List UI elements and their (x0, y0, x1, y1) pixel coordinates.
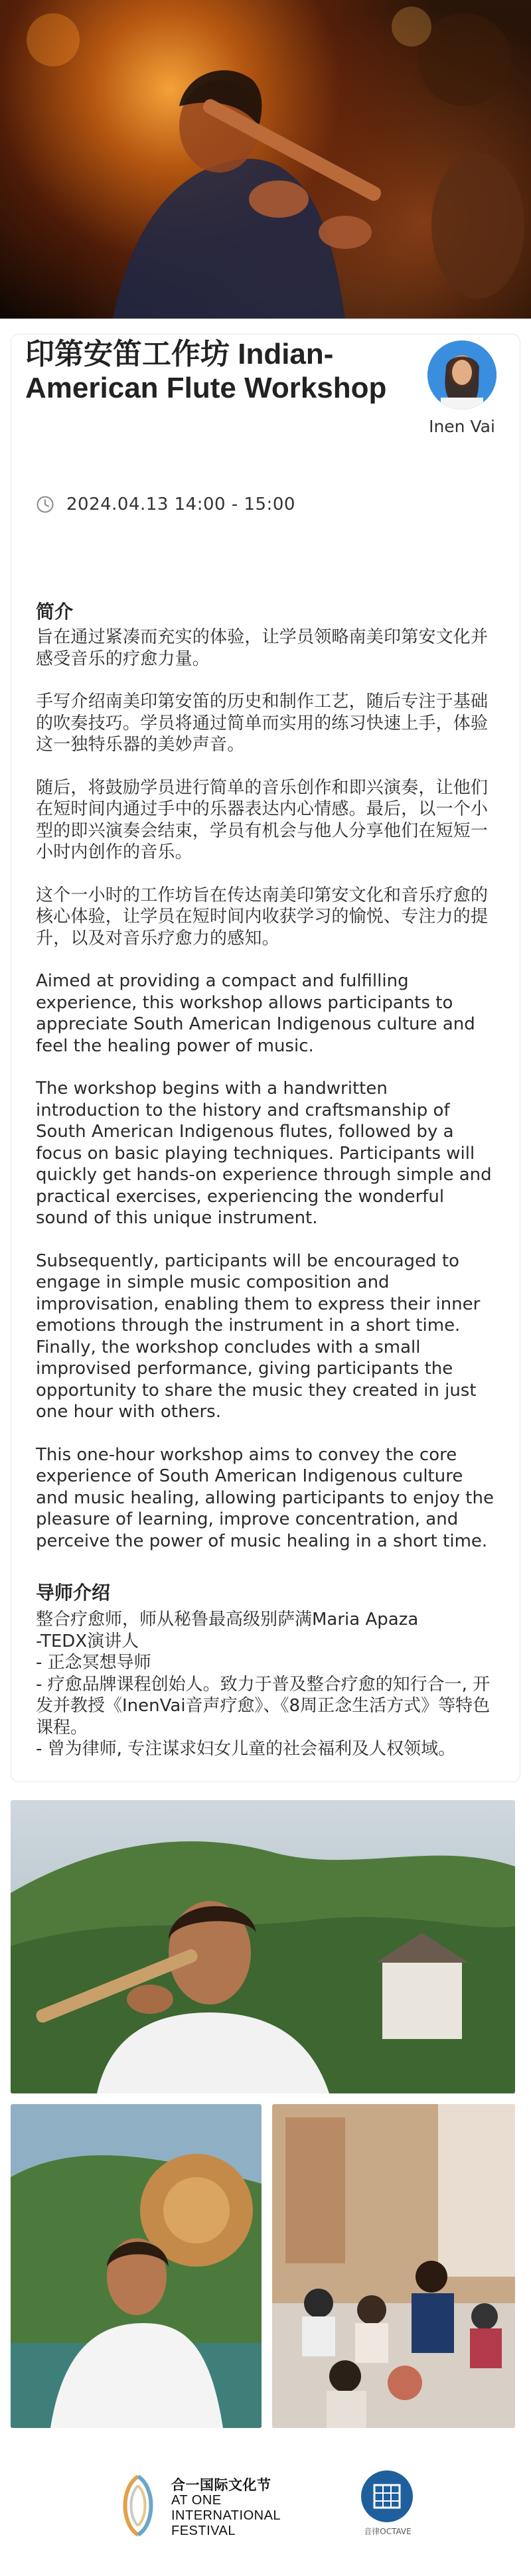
intro-paragraph: 旨在通过紧凑而充实的体验，让学员领略南美印第安文化并感受音乐的疗愈力量。 (36, 627, 489, 669)
datetime-text: 2024.04.13 14:00 - 15:00 (66, 494, 295, 514)
intro-body (36, 627, 496, 1573)
festival-name-en: AT ONE (171, 2493, 222, 2508)
intro-paragraph: 这个一小时的工作坊旨在传达南美印第安文化和音乐疗愈的核心体验，让学员在短时间内收获学习的愉悦、专注力的提升，以及对音乐疗愈力的感知。 (36, 885, 489, 948)
mentor-line: - 疗愈品牌课程创始人。致力于普及整合疗愈的知行合一, 开发并教授《InenVai音声疗愈》、《8周正念生活方式》等特色课程。 (36, 1674, 491, 1738)
photo-gong (11, 2104, 262, 2428)
at-one-festival-logo (114, 2474, 162, 2538)
intro-paragraph: This one-hour workshop aims to convey the core experience of South American Indigenous culture and music healing, allowing participants to enjoy the pleasure of learning, improve concentration, and perceive the power of music healing in a short time. (36, 1444, 494, 1551)
intro-paragraph: Subsequently, participants will be encouraged to engage in simple music composition and improvisation, enabling them to express their inner emotions through the instrument in a short time. Finally, the workshop concludes with a small improvised performance, giving participants the opportunity to share the music they created in just one hour with others. (36, 1250, 481, 1422)
avatar[interactable] (427, 341, 496, 410)
intro-heading: 简介 (36, 601, 74, 623)
festival-name (171, 2478, 281, 2539)
octave-label: 音律OCTAVE (364, 2527, 412, 2536)
festival-name-en: FESTIVAL (171, 2524, 236, 2538)
intro-paragraph: 手写介绍南美印第安笛的历史和制作工艺，随后专注于基础的吹奏技巧。学员将通过简单而实用的练习快速上手，体验这一独特乐器的美妙声音。 (36, 692, 489, 755)
hero-photo (0, 0, 531, 319)
octave-logo (361, 2470, 413, 2522)
photo-workshop-room (272, 2104, 515, 2428)
mentor-line: -TEDX演讲人 (36, 1631, 139, 1651)
page-title: 印第安笛工作坊 Indian-American Flute Workshop (25, 338, 387, 404)
clock-icon (36, 495, 54, 514)
mentor-bio (36, 1609, 496, 1760)
mentor-line: - 曾为律师, 专注谋求妇女儿童的社会福利及人权领域。 (36, 1739, 456, 1759)
intro-paragraph: The workshop begins with a handwritten introduction to the history and craftsmanship of South American Indigenous flutes, followed by a focus on basic playing techniques. Participants will quickly get hands-on experience through simple and practical exercises, experiencing the wonderful sound of this unique instrument. (36, 1079, 492, 1228)
photo-flute-outdoor (11, 1800, 515, 2093)
intro-paragraph: Aimed at providing a compact and fulfilling experience, this workshop allows participants to appreciate South American Indigenous culture and feel the healing power of music. (36, 971, 475, 1056)
teacher-name: Inen Vai (429, 417, 495, 436)
festival-name-cn: 合一国际文化节 (171, 2478, 271, 2493)
event-datetime (36, 492, 295, 516)
festival-name-en: INTERNATIONAL (171, 2508, 281, 2523)
mentor-heading: 导师介绍 (36, 1582, 111, 1604)
mentor-line: - 正念冥想导师 (36, 1653, 151, 1673)
intro-paragraph: 随后，将鼓励学员进行简单的音乐创作和即兴演奏，让他们在短时间内通过手中的乐器表达内心情感。最后，以一个小型的即兴演奏会结束，学员有机会与他人分享他们在短短一小时内创作的音乐。 (36, 777, 489, 862)
mentor-line: 整合疗愈师，师从秘鲁最高级别萨满Maria Apaza (36, 1610, 419, 1629)
